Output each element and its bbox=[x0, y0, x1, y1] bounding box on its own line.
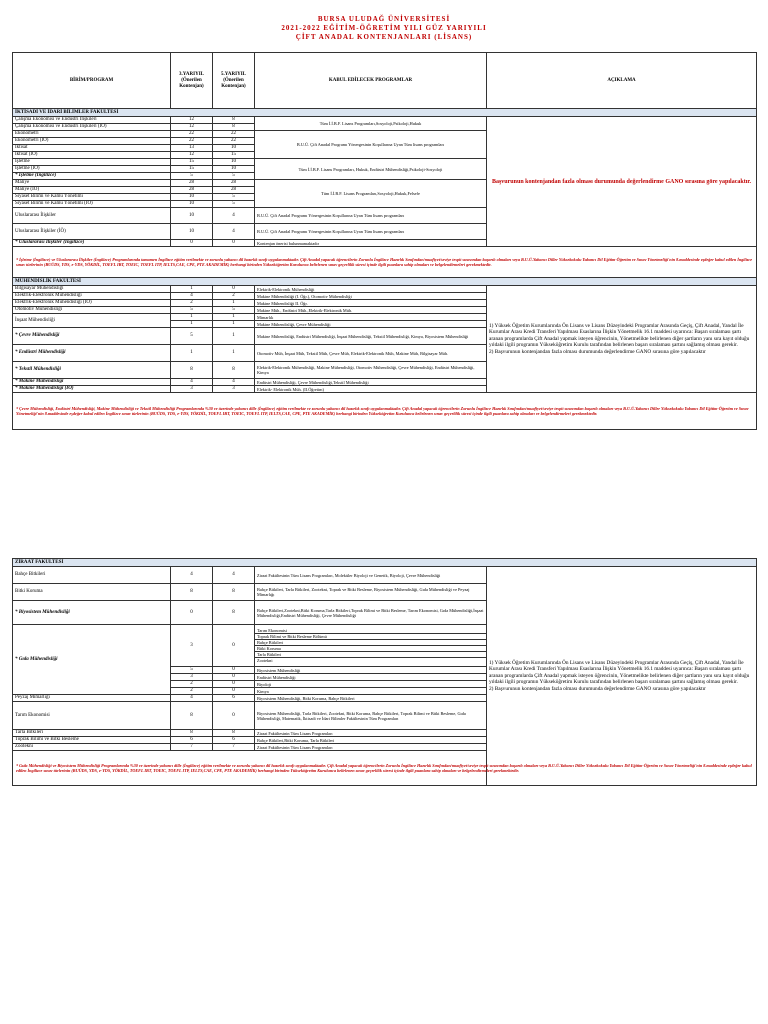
program-name: Maliye bbox=[13, 180, 171, 187]
quota-3: 15 bbox=[171, 159, 213, 166]
program-name: Peyzaj Mimarlığı bbox=[13, 695, 171, 702]
quota-5: 3 bbox=[213, 386, 255, 393]
program-name: Uluslararası İlişkiler (İÖ) bbox=[13, 224, 171, 240]
column-header-program: BİRİM/PROGRAM bbox=[13, 53, 171, 109]
table-row bbox=[13, 567, 757, 584]
faculty-title: İKTİSADİ VE İDARİ BİLİMLER FAKÜLTESİ bbox=[13, 109, 757, 117]
column-header-accepted-programs: KABUL EDİLECEK PROGRAMLAR bbox=[255, 53, 487, 109]
accepted-program-item: Bahçe Bitkileri bbox=[255, 640, 486, 646]
quota-3: 28 bbox=[171, 180, 213, 187]
quota-3: 1 bbox=[171, 345, 213, 362]
description-item-1: 1) Yüksek Öğretim Kurumlarında Ön Lisans ve Lisans Düzeyindeki Programlar Arasında Geçiş, Çift Anadal, Yandal İle Kurumlar Arası Kredi Transferi Yapılması Esaslarına İlişkin Yönetmelik 16.1 maddesi uyarınca: Başarı sıralaması şartı aranan programlarda Çift Anadal yapmak isteyen öğrencinin, Yönetmelikte belirlenen diğer şartların yanı sıra kayıt olduğu yıldaki ilgili programın Yükseköğretim Kurulu tarafından belirlenen başarı sıralaması şartını sağlamış olması gerekir. bbox=[489, 322, 750, 349]
quota-5: 10 bbox=[213, 159, 255, 166]
quota-5: 8 bbox=[213, 584, 255, 601]
quota-3: 0 bbox=[171, 601, 213, 625]
quota-5: 0 bbox=[213, 286, 255, 293]
accepted-programs: Otomotiv Müh, İnşaat Müh, Tekstil Müh, Çevre Müh, Elektrik-Elektronik Müh, Makine Müh, Bilgisayar Müh. bbox=[255, 345, 487, 362]
accepted-program-item: Zootekni bbox=[257, 658, 273, 663]
program-name: * Biyosistem Mühendisliği bbox=[13, 601, 171, 625]
quota-5: 0 bbox=[213, 688, 255, 695]
quota-5: 22 bbox=[213, 138, 255, 145]
program-name: Bilgisayar Mühendisliği bbox=[13, 286, 171, 293]
quota-table-ziraat bbox=[12, 558, 757, 786]
accepted-programs: Makine Mühendisliği, Endüstri Mühendisliği, İnşaat Mühendisliği, Tekstil Mühendisliği, Kimya, Biyosistem Mühendisliği bbox=[255, 328, 487, 345]
program-name: Elektrik-Elektronik Mühendisliği (İÖ) bbox=[13, 300, 171, 307]
accepted-program-item: Toprak Bilimi ve Bitki Besleme Bölümü bbox=[255, 634, 486, 640]
engineering-note-row bbox=[13, 393, 757, 430]
program-name: İktisat (İÖ) bbox=[13, 152, 171, 159]
column-header-semester3: 3.YARIYIL (Önerilen Kontenjan) bbox=[171, 53, 213, 109]
description-item-2: 2) Başvurunun kontenjandan fazla olması durumunda değerlendirme GANO sırasına göre yapılacaktır bbox=[489, 685, 706, 692]
quota-3: 5 bbox=[171, 328, 213, 345]
quota-5: 4 bbox=[213, 379, 255, 386]
description: Başvurunun kontenjandan fazla olması durumunda değerlendirme GANO sırasına göre yapılacaktır. bbox=[487, 117, 757, 247]
faculty-title: ZİRAAT FAKÜLTESİ bbox=[13, 559, 757, 567]
program-name: * Makine Mühendisliği (İÖ) bbox=[13, 386, 171, 393]
program-name: * Çevre Mühendisliği bbox=[13, 328, 171, 345]
program-name: Zootekni bbox=[13, 744, 171, 751]
accepted-programs: Bahçe Bitkileri, Tarla Bitkileri, Zootekni, Toprak ve Bitki Besleme, Biyosistem Mühendisliği, Gıda Mühendisliği ve Peyzaj Mimarlığı bbox=[255, 584, 487, 601]
quota-5: 0 bbox=[213, 674, 255, 681]
quota-5: 28 bbox=[213, 187, 255, 194]
accepted-programs: Tüm İ.İ.B.F. Lisans Programları,Sosyoloji,Psikoloji,Hukuk bbox=[255, 117, 487, 131]
program-name: Elektrik-Elektronik Mühendisliği bbox=[13, 293, 171, 300]
university-title: BURSA ULUDAĞ ÜNİVERSİTESİ bbox=[317, 15, 451, 23]
quota-5: 1 bbox=[213, 345, 255, 362]
program-name: Uluslararası İlişkiler bbox=[13, 208, 171, 224]
accepted-programs: B.U.Ü. Çift Anadal Programı Yönergesinin Koşullarına Uyan Tüm lisans programları bbox=[255, 131, 487, 159]
quota-3: 7 bbox=[171, 744, 213, 751]
quota-5: 0 bbox=[213, 702, 255, 730]
program-name: * Endüstri Mühendisliği bbox=[13, 345, 171, 362]
program-name: Maliye (İÖ) bbox=[13, 187, 171, 194]
quota-3: 8 bbox=[171, 362, 213, 379]
quota-5: 2 bbox=[213, 293, 255, 300]
program-name: * Makine Mühendisliği bbox=[13, 379, 171, 386]
quota-3: 8 bbox=[171, 702, 213, 730]
accepted-programs: Endüstri Mühendisliği bbox=[255, 674, 487, 681]
quota-3: 4 bbox=[171, 379, 213, 386]
quota-3: 13 bbox=[171, 145, 213, 152]
quota-3: 4 bbox=[171, 293, 213, 300]
quota-5: 8 bbox=[213, 362, 255, 379]
agriculture-note-row bbox=[13, 751, 757, 786]
accepted-programs: Ziraat Fakültesinin Tüm Lisans Programları, Moleküler Biyoloji ve Genetik, Biyoloji, Çevre Mühendisliği bbox=[255, 567, 487, 584]
quota-3: 12 bbox=[171, 124, 213, 131]
program-name: Bitki Koruma bbox=[13, 584, 171, 601]
quota-5: 0 bbox=[213, 625, 255, 667]
program-name: Otomotiv Mühendisliği bbox=[13, 307, 171, 314]
quota-3: 1 bbox=[171, 321, 213, 328]
accepted-program-item: Tarım Ekonomisi bbox=[255, 628, 486, 634]
quota-5: 6 bbox=[213, 695, 255, 702]
accepted-programs: Biyosistem Mühendisliği, Tarla Bitkileri, Zootekni, Bitki Koruma, Bahçe Bitkileri, Toprak Bilimi ve Bitki Besleme, Gıda Mühendisliği, Matematik, İktisadi ve İdari Bilimler Fakültesinin Tüm Programları bbox=[255, 702, 487, 730]
quota-5: 10 bbox=[213, 145, 255, 152]
accepted-programs: Ziraat Fakültesinin Tüm Lisans Programları bbox=[255, 730, 487, 737]
quota-5: 5 bbox=[213, 307, 255, 314]
table-row bbox=[13, 286, 757, 293]
iibf-note-row bbox=[13, 247, 757, 278]
program-name: Bahçe Bitkileri bbox=[13, 567, 171, 584]
quota-5: 10 bbox=[213, 166, 255, 173]
program-name: * Tekstil Mühendisliği bbox=[13, 362, 171, 379]
quota-5: 4 bbox=[213, 567, 255, 584]
accepted-programs bbox=[255, 625, 487, 667]
accepted-programs: Biyosistem Mühendisliği, Bitki Koruma, Bahçe Bitkileri bbox=[255, 695, 487, 702]
program-name: Ekonometri bbox=[13, 131, 171, 138]
quota-3: 1 bbox=[171, 286, 213, 293]
faculty-row-engineering bbox=[13, 278, 757, 286]
document-title: ÇİFT ANADAL KONTENJANLARI (LİSANS) bbox=[295, 33, 473, 41]
program-name: İnşaat Mühendisliği bbox=[13, 314, 171, 328]
quota-5: 8 bbox=[213, 117, 255, 124]
description-item-1: 1) Yüksek Öğretim Kurumlarında Ön Lisans ve Lisans Düzeyindeki Programlar Arasında Geçiş, Çift Anadal, Yandal İle Kurumlar Arası Kredi Transferi Yapılması Esaslarına İlişkin Yönetmelik 16.1 maddesi uyarınca: Başarı sıralaması şartı aranan programlarda Çift Anadal yapmak isteyen öğrencinin, Yönetmelikte belirlenen diğer şartların yanı sıra kayıt olduğu yıldaki ilgili programın Yükseköğretim Kurulu tarafından belirlenen başarı sıralaması şartını sağlamış olması gerekir. bbox=[489, 659, 750, 686]
description bbox=[487, 286, 757, 393]
program-name: İktisat bbox=[13, 145, 171, 152]
quota-5: 8 bbox=[213, 730, 255, 737]
program-name: Çalışma Ekonomisi ve Endüstri İlişkileri bbox=[13, 117, 171, 124]
accepted-programs: B.U.Ü. Çift Anadal Programı Yönergesinin Koşullarına Uyan Tüm lisans programları bbox=[255, 208, 487, 224]
faculty-row-iibf bbox=[13, 109, 757, 117]
quota-5: 0 bbox=[213, 681, 255, 688]
quota-5: 1 bbox=[213, 321, 255, 328]
accepted-programs: Tüm İ.İ.B.F. Lisans Programları, Hukuk, Endüstri Mühendisliği,Psikoloji-Sosyoloji bbox=[255, 159, 487, 180]
accepted-programs: B.U.Ü. Çift Anadal Programı Yönergesinin Koşullarına Uyan Tüm lisans programları bbox=[255, 224, 487, 240]
table-row bbox=[13, 117, 757, 124]
quota-3: 1 bbox=[171, 314, 213, 321]
accepted-programs: Bahçe Bitkileri,Zootekni,Bitki Koruma,Tarla Bitkileri,Toprak Bilimi ve Bitki Besleme, Tarım Ekonomisi, Gıda Mühendisliği,İnşaat Mühendisliği,Endüstri Mühendisliği, Çevre Mühendisliği bbox=[255, 601, 487, 625]
accepted-programs: Ziraat Fakültesinin Tüm Lisans Programları bbox=[255, 744, 487, 751]
description-item-2: 2) Başvurunun kontenjandan fazla olması durumunda değerlendirme GANO sırasına göre yapılacaktır bbox=[489, 348, 706, 355]
program-name: * İşletme (İngilizce) bbox=[13, 173, 171, 180]
quota-5: 15 bbox=[213, 152, 255, 159]
accepted-programs: Kontenjan önerisi bulunmamaktadır bbox=[255, 240, 487, 247]
accepted-programs: Biyoloji bbox=[255, 681, 487, 688]
faculty-row-agriculture bbox=[13, 559, 757, 567]
accepted-programs: Makine Mühendisliği II. Öğr. bbox=[255, 300, 487, 307]
program-name: Tarım Ekonomisi bbox=[13, 702, 171, 730]
accepted-programs: Makine Mühendisliği, Çevre Mühendisliği bbox=[255, 321, 487, 328]
term-title: 2021-2022 EĞİTİM-ÖĞRETİM YILI GÜZ YARIYILI bbox=[281, 24, 487, 32]
quota-5: 5 bbox=[213, 194, 255, 201]
quota-5: 1 bbox=[213, 300, 255, 307]
quota-3: 6 bbox=[171, 737, 213, 744]
accepted-programs: Elektrik-Elektronik Mühendisliği bbox=[255, 286, 487, 293]
quota-3: 28 bbox=[171, 187, 213, 194]
quota-3: 3 bbox=[171, 625, 213, 667]
quota-5: 1 bbox=[213, 328, 255, 345]
program-name: İşletme bbox=[13, 159, 171, 166]
accepted-programs: Biyosistem Mühendisliği bbox=[255, 667, 487, 674]
quota-3: 4 bbox=[171, 567, 213, 584]
quota-3: 22 bbox=[171, 138, 213, 145]
quota-5: 1 bbox=[213, 314, 255, 321]
program-name: Siyaset Bilimi ve Kamu Yönetimi bbox=[13, 194, 171, 201]
quota-3: 10 bbox=[171, 208, 213, 224]
iibf-note: * İşletme (İngilizce) ve Uluslararası İlişkiler (İngilizce) Programlarında tamamen İngilizce eğitim verilmekte ve zorunlu yabancı dil hazırlık sınıfı uygulanmaktadır. Çift Anadal yapacak öğrencilerin Zorunlu İngilizce Hazırlık Sınıfından/muafiyet/seviye tespit sınavından başarılı olmaları veya B.U.Ü.Yabancı Diller Yüksekokulu Yabancı Dil Eğitim-Öğretim ve Sınav Yönetmeliği'nin 8.maddesinde eşdeğer kabul edilen İngilizce sınav türlerinin (BUÜDS, YDS, e-YDS, YÖKDİL, TOEFL IBT, TOEIC, TOEFL ITP, IELTS,CAE, CPE, PTE AKADEMİK) herhangi birinden Yükseköğretim Kurulunca belirlenen sınav geçerlilik süresi içinde ilgili puanlara sahip olmaları ve belgelendirmeleri gerekmektedir. bbox=[13, 247, 757, 278]
quota-3: 5 bbox=[171, 667, 213, 674]
agriculture-note: * Gıda Mühendisliği ve Biyosistem Mühendisliği Programlarında %30 ve üzerinde yabancı dille (İngilizce) eğitim verilmekte ve zorunlu yabancı dil hazırlık sınıfı uygulanmaktadır. Çift Anadal yapacak öğrencilerin Zorunlu İngilizce Hazırlık Sınıfından/muafiyet/seviye tespit sınavından başarılı olmaları veya B.U.Ü.Yabancı Diller Yüksekokulu Yabancı Dil Eğitim-Öğretim ve Sınav Yönetmeliği'nin 8.maddesinde eşdeğer kabul edilen İngilizce sınav türlerinin (BUÜDS, YDS, e-YDS, YÖKDİL, TOEFL IBT, TOEIC, TOEFL ITP, IELTS,CAE, CPE, PTE AKADEMİK) herhangi birinden Yükseköğretim Kurulunca belirlenen sınav geçerlilik süresi içinde ilgili puanlara sahip olmaları ve belgelendirmeleri gerekmektedir. bbox=[13, 751, 757, 786]
quota-3: 15 bbox=[171, 166, 213, 173]
program-name: Çalışma Ekonomisi ve Endüstri İlişkileri (İÖ) bbox=[13, 124, 171, 131]
quota-5: 6 bbox=[213, 737, 255, 744]
program-name: Siyaset Bilimi ve Kamu Yönetimi (İÖ) bbox=[13, 201, 171, 208]
quota-3: 10 bbox=[171, 194, 213, 201]
quota-3: 5 bbox=[171, 173, 213, 180]
quota-3: 0 bbox=[171, 240, 213, 247]
quota-5: 4 bbox=[213, 224, 255, 240]
quota-3: 2 bbox=[171, 300, 213, 307]
accepted-program-item: Tarla Bitkileri bbox=[255, 652, 486, 658]
quota-3: 3 bbox=[171, 386, 213, 393]
quota-5: 28 bbox=[213, 180, 255, 187]
quota-3: 12 bbox=[171, 117, 213, 124]
accepted-program-item: Bitki Koruma bbox=[255, 646, 486, 652]
quota-5: 8 bbox=[213, 601, 255, 625]
column-header-semester5: 5.YARIYIL (Önerilen Kontenjan) bbox=[213, 53, 255, 109]
quota-3: 3 bbox=[171, 674, 213, 681]
accepted-programs: Mimarlık bbox=[255, 314, 487, 321]
accepted-programs: Endüstri Mühendisliği, Çevre Mühendisliği,Tekstil Mühendisliği bbox=[255, 379, 487, 386]
accepted-programs: Elektrik- Elektronik Müh. (II.Öğretim) bbox=[255, 386, 487, 393]
quota-3: 10 bbox=[171, 201, 213, 208]
quota-5: 7 bbox=[213, 744, 255, 751]
accepted-programs: Makine Müh., Endüstri Müh.,Elektrik-Elektronik Müh. bbox=[255, 307, 487, 314]
quota-3: 8 bbox=[171, 730, 213, 737]
accepted-programs: Makine Mühendisliği (I. Öğr.), Otomotiv Mühendisliği bbox=[255, 293, 487, 300]
quota-5: 22 bbox=[213, 131, 255, 138]
program-name: İşletme (İÖ) bbox=[13, 166, 171, 173]
quota-3: 2 bbox=[171, 681, 213, 688]
faculty-title: MÜHENDİSLİK FAKÜLTESİ bbox=[13, 278, 757, 286]
engineering-note: * Çevre Mühendisliği, Endüstri Mühendisliği, Makine Mühendisliği ve Tekstil Mühendisliği Programlarında %30 ve üzerinde yabancı dille (İngilizce) eğitim verilmekte ve zorunlu yabancı dil hazırlık sınıfı uygulanmaktadır. Çift Anadal yapacak öğrencilerin Zorunlu İngilizce Hazırlık Sınıfından/muafiyet/seviye tespit sınavından başarılı olmaları veya B.U.Ü.Yabancı Diller Yüksekokulu Yabancı Dil Eğitim-Öğretim ve Sınav Yönetmeliği'nin 8.maddesinde eşdeğer kabul edilen İngilizce sınav türlerinin (BUÜDS, YDS, e-YDS, YÖKDİL, TOEFL IBT, TOEIC, TOEFL ITP, IELTS,CAE, CPE, PTE AKADEMİK) herhangi birinden Yükseköğretim Kurulunca belirlenen sınav geçerlilik süresi içinde ilgili puanlara sahip olmaları ve belgelendirmeleri gerekmektedir. bbox=[13, 393, 757, 430]
program-name: Ekonometri (İÖ) bbox=[13, 138, 171, 145]
quota-5: 8 bbox=[213, 124, 255, 131]
quota-3: 2 bbox=[171, 688, 213, 695]
program-name: * Gıda Mühendisliği bbox=[13, 625, 171, 695]
quota-3: 5 bbox=[171, 307, 213, 314]
quota-5: 0 bbox=[213, 240, 255, 247]
quota-3: 12 bbox=[171, 152, 213, 159]
program-name: Tarla Bitkileri bbox=[13, 730, 171, 737]
quota-5: 5 bbox=[213, 201, 255, 208]
quota-3: 22 bbox=[171, 131, 213, 138]
quota-5: 5 bbox=[213, 173, 255, 180]
table-header-row bbox=[13, 53, 757, 109]
quota-5: 4 bbox=[213, 208, 255, 224]
quota-5: 0 bbox=[213, 667, 255, 674]
quota-3: 4 bbox=[171, 695, 213, 702]
quota-3: 10 bbox=[171, 224, 213, 240]
accepted-programs: Tüm İ.İ.B.F. Lisans Programları,Sosyoloji,Hukuk,Felsefe bbox=[255, 180, 487, 208]
header bbox=[0, 15, 768, 42]
accepted-programs: Kimya bbox=[255, 688, 487, 695]
program-name: Toprak Bilimi ve Bitki Besleme bbox=[13, 737, 171, 744]
quota-3: 8 bbox=[171, 584, 213, 601]
accepted-programs: Elektrik-Elektronik Mühendisliği, Makine Mühendisliği, Otomotiv Mühendisliği, Çevre Mühendisliği, Endüstri Mühendisliği, Kimya bbox=[255, 362, 487, 379]
column-header-description: AÇIKLAMA bbox=[487, 53, 757, 109]
program-name: * Uluslararası İlişkiler (İngilizce) bbox=[13, 240, 171, 247]
quota-table-top bbox=[12, 52, 757, 430]
accepted-programs: Bahçe Bitkileri,Bitki Koruma, Tarla Bitkileri bbox=[255, 737, 487, 744]
